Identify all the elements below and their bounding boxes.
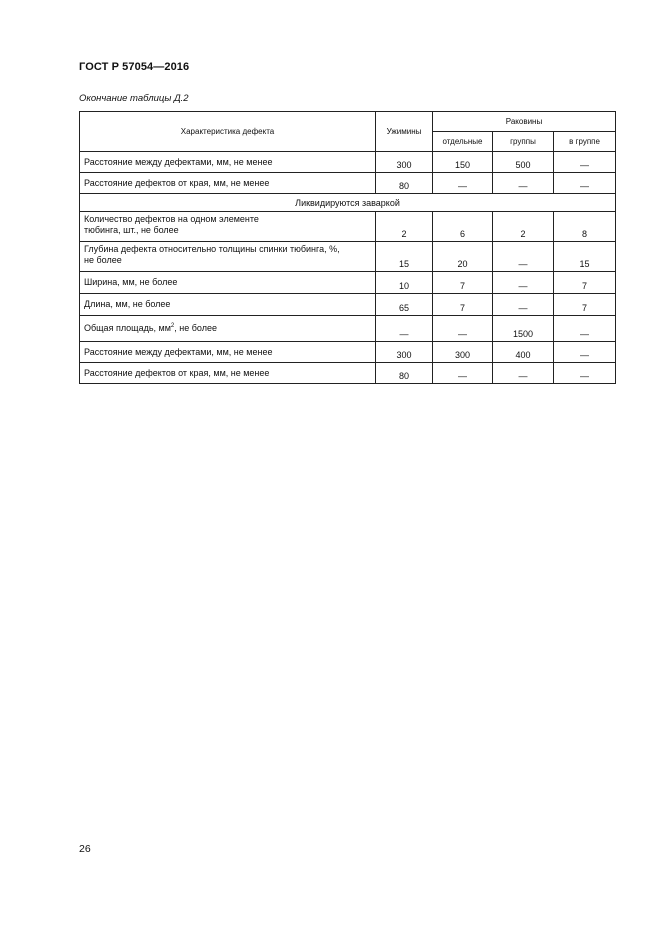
- cell-value: —: [493, 173, 554, 194]
- cell-value: 1500: [493, 316, 554, 342]
- cell-value: —: [554, 316, 616, 342]
- row-label-line: тюбинга, шт., не более: [84, 225, 179, 235]
- cell-value: 150: [433, 152, 493, 173]
- header-in-group: в группе: [554, 132, 616, 152]
- table-row: [80, 212, 616, 242]
- cell-value: —: [554, 152, 616, 173]
- cell-value: 500: [493, 152, 554, 173]
- row-label: [80, 242, 376, 272]
- cell-value: 300: [376, 342, 433, 363]
- cell-value: —: [493, 272, 554, 294]
- cell-value: 65: [376, 294, 433, 316]
- cell-value: —: [433, 316, 493, 342]
- defect-table: [79, 111, 616, 384]
- cell-value: —: [493, 363, 554, 384]
- cell-value: 7: [433, 294, 493, 316]
- cell-value: —: [433, 173, 493, 194]
- cell-value: 15: [376, 242, 433, 272]
- cell-value: —: [493, 294, 554, 316]
- row-label-line: Количество дефектов на одном элементе: [84, 214, 259, 224]
- table-caption: Окончание таблицы Д.2: [79, 93, 189, 104]
- table-row: [80, 316, 616, 342]
- cell-value: 8: [554, 212, 616, 242]
- header-characteristic: Характеристика дефекта: [80, 112, 376, 152]
- section-row: [80, 194, 616, 212]
- cell-value: —: [376, 316, 433, 342]
- superscript: 2: [170, 323, 175, 329]
- cell-value: 2: [493, 212, 554, 242]
- cell-value: 400: [493, 342, 554, 363]
- table-row: [80, 294, 616, 316]
- row-label: [80, 212, 376, 242]
- row-label-text: Общая площадь, мм: [84, 323, 171, 333]
- row-label: Расстояние между дефектами, мм, не менее: [80, 342, 376, 363]
- row-label: Расстояние между дефектами, мм, не менее: [80, 152, 376, 173]
- header-cavities: Раковины: [433, 112, 616, 132]
- cell-value: —: [493, 242, 554, 272]
- cell-value: 2: [376, 212, 433, 242]
- cell-value: 80: [376, 173, 433, 194]
- table-row: [80, 173, 616, 194]
- cell-value: 80: [376, 363, 433, 384]
- cell-value: 15: [554, 242, 616, 272]
- cell-value: 7: [554, 294, 616, 316]
- row-label-line: Глубина дефекта относительно толщины спинки тюбинга, %,: [84, 244, 340, 254]
- section-label: Ликвидируются заваркой: [80, 194, 616, 212]
- document-header: ГОСТ Р 57054—2016: [79, 61, 190, 73]
- row-label-line: не более: [84, 255, 122, 265]
- page-number: 26: [79, 843, 91, 855]
- cell-value: 7: [554, 272, 616, 294]
- cell-value: —: [554, 342, 616, 363]
- row-label: Ширина, мм, не более: [80, 272, 376, 294]
- table-row: [80, 272, 616, 294]
- cell-value: 20: [433, 242, 493, 272]
- table-row: [80, 242, 616, 272]
- row-label: Расстояние дефектов от края, мм, не менее: [80, 173, 376, 194]
- header-groups: группы: [493, 132, 554, 152]
- row-label: Длина, мм, не более: [80, 294, 376, 316]
- cell-value: —: [554, 363, 616, 384]
- cell-value: —: [433, 363, 493, 384]
- table-row: [80, 363, 616, 384]
- cell-value: 10: [376, 272, 433, 294]
- row-label: Расстояние дефектов от края, мм, не менее: [80, 363, 376, 384]
- table-row: [80, 342, 616, 363]
- row-label-text: , не более: [174, 323, 217, 333]
- cell-value: 300: [433, 342, 493, 363]
- cell-value: 7: [433, 272, 493, 294]
- cell-value: —: [554, 173, 616, 194]
- cell-value: 300: [376, 152, 433, 173]
- cell-value: 6: [433, 212, 493, 242]
- header-single: отдельные: [433, 132, 493, 152]
- table-header-row: [80, 112, 616, 132]
- row-label: [80, 316, 376, 342]
- header-shrinks: Ужимины: [376, 112, 433, 152]
- table-row: [80, 152, 616, 173]
